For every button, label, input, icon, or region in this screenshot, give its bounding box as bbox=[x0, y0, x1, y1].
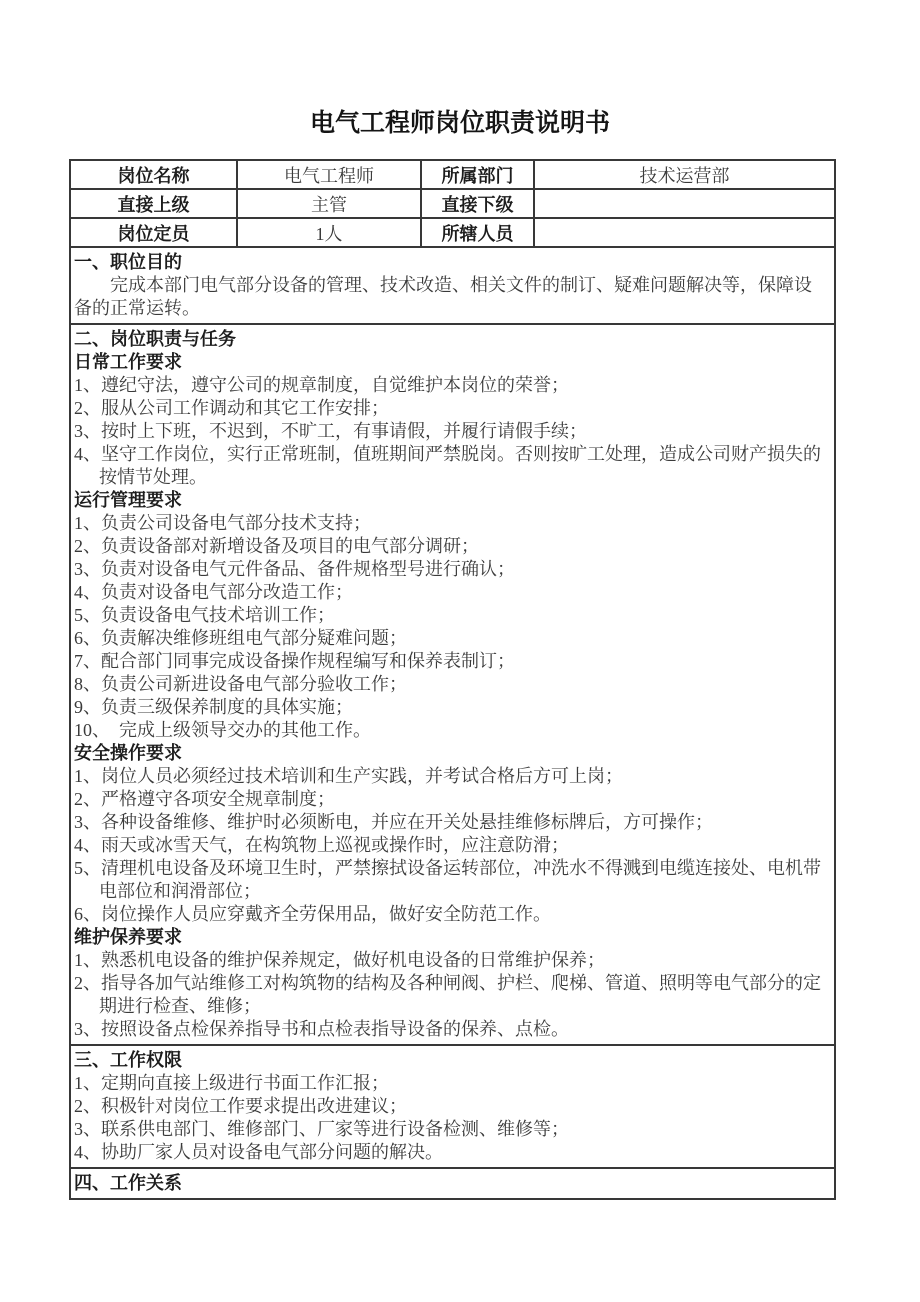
header-label-headcount: 岗位定员 bbox=[71, 219, 238, 248]
subsection-heading: 维护保养要求 bbox=[74, 927, 182, 947]
list-item: 9、负责三级保养制度的具体实施； bbox=[74, 697, 353, 717]
header-value-direct-subordinate bbox=[535, 190, 834, 219]
document-sections bbox=[71, 248, 834, 1198]
header-label-direct-subordinate: 直接下级 bbox=[422, 190, 535, 219]
header-table bbox=[71, 161, 834, 248]
header-label-position-name: 岗位名称 bbox=[71, 161, 238, 190]
subsection-heading: 安全操作要求 bbox=[74, 743, 182, 763]
list-item: 3、负责对设备电气元件备品、备件规格型号进行确认； bbox=[74, 559, 515, 579]
section-paragraph: 完成本部门电气部分设备的管理、技术改造、相关文件的制订、疑难问题解决等，保障设备的正常运转。 bbox=[74, 275, 812, 318]
list-item: 4、负责对设备电气部分改造工作； bbox=[74, 582, 353, 602]
list-item: 7、配合部门同事完成设备操作规程编写和保养表制订； bbox=[74, 651, 515, 671]
header-value-managed-staff bbox=[535, 219, 834, 248]
section-4 bbox=[71, 1167, 834, 1198]
section-2 bbox=[71, 323, 834, 1044]
document-title: 电气工程师岗位职责说明书 bbox=[309, 109, 610, 137]
list-item: 8、负责公司新进设备电气部分验收工作； bbox=[74, 674, 407, 694]
list-item: 6、负责解决维修班组电气部分疑难问题； bbox=[74, 628, 407, 648]
list-item: 3、各种设备维修、维护时必须断电，并应在开关处悬挂维修标牌后，方可操作； bbox=[74, 812, 713, 832]
header-label-department: 所属部门 bbox=[422, 161, 535, 190]
header-label-direct-superior: 直接上级 bbox=[71, 190, 238, 219]
list-item: 5、负责设备电气技术培训工作； bbox=[74, 605, 335, 625]
list-item: 6、岗位操作人员应穿戴齐全劳保用品，做好安全防范工作。 bbox=[74, 904, 551, 924]
list-item: 4、协助厂家人员对设备电气部分问题的解决。 bbox=[74, 1142, 443, 1162]
list-item: 3、按时上下班，不迟到，不旷工，有事请假，并履行请假手续； bbox=[74, 421, 587, 441]
section-heading: 二、岗位职责与任务 bbox=[74, 329, 236, 349]
section-heading: 一、职位目的 bbox=[74, 252, 182, 272]
section-heading: 四、工作关系 bbox=[74, 1173, 182, 1193]
header-value-department: 技术运营部 bbox=[535, 161, 834, 190]
subsection-heading: 运行管理要求 bbox=[74, 490, 182, 510]
list-item: 1、负责公司设备电气部分技术支持； bbox=[74, 513, 371, 533]
list-item: 3、按照设备点检保养指导书和点检表指导设备的保养、点检。 bbox=[74, 1019, 569, 1039]
list-item: 10、 完成上级领导交办的其他工作。 bbox=[74, 720, 371, 740]
list-item: 2、指导各加气站维修工对构筑物的结构及各种闸阀、护栏、爬梯、管道、照明等电气部分的定期进行检查、维修； bbox=[74, 973, 821, 1016]
list-item: 1、定期向直接上级进行书面工作汇报； bbox=[74, 1073, 389, 1093]
list-item: 2、服从公司工作调动和其它工作安排； bbox=[74, 398, 389, 418]
list-item: 1、遵纪守法，遵守公司的规章制度，自觉维护本岗位的荣誉； bbox=[74, 375, 569, 395]
list-item: 1、熟悉机电设备的维护保养规定，做好机电设备的日常维护保养； bbox=[74, 950, 605, 970]
section-1 bbox=[71, 248, 834, 323]
section-3 bbox=[71, 1044, 834, 1167]
header-value-direct-superior: 主管 bbox=[238, 190, 422, 219]
subsection-heading: 日常工作要求 bbox=[74, 352, 182, 372]
list-item: 4、雨天或冰雪天气，在构筑物上巡视或操作时，应注意防滑； bbox=[74, 835, 569, 855]
section-heading: 三、工作权限 bbox=[74, 1050, 182, 1070]
job-description-table bbox=[69, 159, 836, 1200]
header-label-managed-staff: 所辖人员 bbox=[422, 219, 535, 248]
list-item: 4、坚守工作岗位，实行正常班制，值班期间严禁脱岗。否则按旷工处理，造成公司财产损失的按情节处理。 bbox=[74, 444, 821, 487]
list-item: 5、清理机电设备及环境卫生时，严禁擦拭设备运转部位，冲洗水不得溅到电缆连接处、电机带电部位和润滑部位； bbox=[74, 858, 821, 901]
list-item: 3、联系供电部门、维修部门、厂家等进行设备检测、维修等； bbox=[74, 1119, 569, 1139]
list-item: 2、负责设备部对新增设备及项目的电气部分调研； bbox=[74, 536, 479, 556]
header-value-position-name: 电气工程师 bbox=[238, 161, 422, 190]
list-item: 2、积极针对岗位工作要求提出改进建议； bbox=[74, 1096, 407, 1116]
list-item: 2、严格遵守各项安全规章制度； bbox=[74, 789, 335, 809]
header-value-headcount: 1人 bbox=[238, 219, 422, 248]
list-item: 1、岗位人员必须经过技术培训和生产实践，并考试合格后方可上岗； bbox=[74, 766, 623, 786]
